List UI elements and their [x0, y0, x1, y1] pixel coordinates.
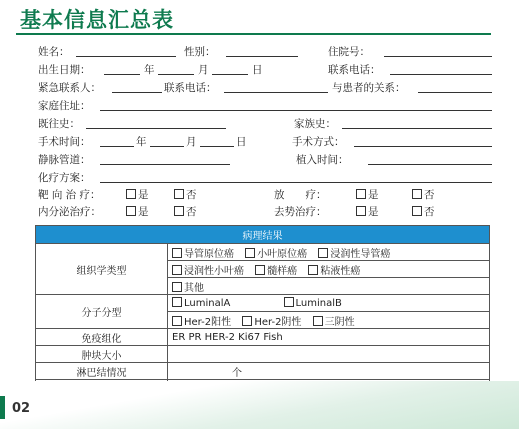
sex-field[interactable] [226, 56, 298, 57]
emergency-contact-field[interactable] [112, 92, 162, 93]
lymph-value[interactable]: 个 [168, 363, 490, 380]
molecular-label: 分子分型 [36, 295, 168, 329]
checkbox-icon[interactable] [284, 297, 294, 307]
venous-access-label: 静脉管道： [38, 154, 91, 166]
address-label: 家庭住址： [38, 100, 91, 112]
birth-label: 出生日期： [38, 64, 91, 76]
checkbox-icon[interactable] [172, 316, 182, 326]
title-divider [16, 33, 491, 35]
checkbox-icon[interactable] [172, 248, 182, 258]
checkbox-icon[interactable] [126, 206, 136, 216]
tumor-size-value[interactable] [168, 346, 490, 363]
birth-year-field[interactable] [104, 74, 140, 75]
surgery-method-field[interactable] [354, 146, 492, 147]
targeted-no-option[interactable]: 否 [174, 187, 197, 202]
pathology-header: 病理结果 [36, 226, 490, 244]
chemo-plan-label: 化疗方案： [38, 172, 91, 184]
contact-phone-label: 联系电话： [328, 64, 381, 76]
histology-options-1 [168, 244, 490, 261]
row-endocrine [38, 204, 498, 220]
past-history-field[interactable] [86, 128, 226, 129]
table-row [36, 363, 490, 380]
checkbox-icon[interactable] [172, 265, 182, 275]
hospital-no-field[interactable] [384, 56, 492, 57]
checkbox-icon[interactable] [356, 206, 366, 216]
checkbox-icon[interactable] [174, 206, 184, 216]
option-mucinous[interactable]: 粘液性癌 [308, 262, 360, 277]
footer-decoration [0, 381, 519, 429]
endocrine-yes-option[interactable]: 是 [126, 204, 149, 219]
row-targeted [38, 187, 498, 203]
checkbox-icon[interactable] [313, 316, 323, 326]
address-field[interactable] [100, 110, 492, 111]
targeted-label: 靶 向 治 疗： [38, 189, 101, 201]
checkbox-icon[interactable] [172, 282, 182, 292]
relation-field[interactable] [418, 92, 492, 93]
venous-access-field[interactable] [100, 164, 230, 165]
emergency-contact-label: 紧急联系人： [38, 82, 101, 94]
implant-time-label: 植入时间： [296, 154, 349, 166]
surgery-time-label: 手术时间： [38, 136, 91, 148]
row-birth [38, 62, 498, 78]
table-row [36, 295, 490, 312]
checkbox-icon[interactable] [412, 189, 422, 199]
row-chemo [38, 170, 498, 186]
page-title: 基本信息汇总表 [20, 8, 174, 32]
contact-phone2-label: 联系电话： [164, 82, 217, 94]
option-luminal-b[interactable]: LuminalB [284, 297, 342, 309]
lymph-label: 淋巴结情况 [36, 363, 168, 380]
row-history [38, 116, 498, 132]
deescalation-yes-option[interactable]: 是 [356, 204, 379, 219]
family-history-field[interactable] [342, 128, 492, 129]
contact-phone-field[interactable] [390, 74, 492, 75]
checkbox-icon[interactable] [356, 189, 366, 199]
row-venous [38, 152, 498, 168]
pathology-table [35, 225, 490, 397]
past-history-label: 既往史： [38, 118, 80, 130]
page-number: 02 [12, 401, 31, 416]
deescalation-no-option[interactable]: 否 [412, 204, 435, 219]
surgery-month-field[interactable] [150, 146, 184, 147]
checkbox-icon[interactable] [318, 248, 328, 258]
radiotherapy-yes-option[interactable]: 是 [356, 187, 379, 202]
row-address [38, 98, 498, 114]
contact-phone2-field[interactable] [224, 92, 328, 93]
checkbox-icon[interactable] [126, 189, 136, 199]
table-row [36, 244, 490, 261]
month-label: 月 [198, 64, 209, 76]
radiotherapy-label: 放 疗： [274, 189, 327, 201]
surgery-year-field[interactable] [100, 146, 134, 147]
option-invasive-lobular[interactable]: 浸润性小叶癌 [172, 262, 244, 277]
option-ductal-in-situ[interactable]: 导管原位癌 [172, 245, 234, 260]
year-label: 年 [144, 64, 155, 76]
surgery-day-field[interactable] [200, 146, 234, 147]
row-surgery [38, 134, 498, 150]
checkbox-icon[interactable] [412, 206, 422, 216]
relation-label: 与患者的关系： [332, 82, 406, 94]
implant-time-field[interactable] [368, 164, 492, 165]
hospital-no-label: 住院号： [328, 46, 370, 58]
checkbox-icon[interactable] [172, 297, 182, 307]
option-luminal-a[interactable]: LuminalA [172, 297, 230, 309]
surgery-month-label: 月 [186, 136, 197, 148]
page-number-bar [0, 396, 5, 419]
histology-label: 组织学类型 [36, 244, 168, 295]
checkbox-icon[interactable] [174, 189, 184, 199]
checkbox-icon[interactable] [308, 265, 318, 275]
row-emergency [38, 80, 498, 96]
molecular-options-1 [168, 295, 490, 312]
targeted-yes-option[interactable]: 是 [126, 187, 149, 202]
birth-month-field[interactable] [158, 74, 194, 75]
surgery-day-label: 日 [236, 136, 247, 148]
option-medullary[interactable]: 髓样癌 [255, 262, 297, 277]
option-invasive-ductal[interactable]: 浸润性导管癌 [318, 245, 390, 260]
table-row [36, 346, 490, 363]
checkbox-icon[interactable] [245, 248, 255, 258]
ihc-label: 免疫组化 [36, 329, 168, 346]
option-other[interactable]: 其他 [172, 279, 204, 294]
histology-options-3 [168, 278, 490, 295]
endocrine-label: 内分泌治疗： [38, 206, 101, 218]
sex-label: 性别： [184, 46, 216, 58]
name-field[interactable] [76, 56, 176, 57]
option-her2-positive[interactable]: Her-2阳性 [172, 313, 231, 328]
checkbox-icon[interactable] [255, 265, 265, 275]
radiotherapy-no-option[interactable]: 否 [412, 187, 435, 202]
day-label: 日 [252, 64, 263, 76]
deescalation-label: 去势治疗： [274, 206, 327, 218]
option-her2-negative[interactable]: Her-2阴性 [242, 313, 301, 328]
molecular-options-2 [168, 312, 490, 329]
family-history-label: 家族史： [294, 118, 336, 130]
endocrine-no-option[interactable]: 否 [174, 204, 197, 219]
histology-options-2 [168, 261, 490, 278]
option-lobular-in-situ[interactable]: 小叶原位癌 [245, 245, 307, 260]
tumor-size-label: 肿块大小 [36, 346, 168, 363]
ihc-value[interactable]: ER PR HER-2 Ki67 Fish [168, 329, 490, 346]
checkbox-icon[interactable] [242, 316, 252, 326]
name-label: 姓名： [38, 46, 70, 58]
surgery-method-label: 手术方式： [292, 136, 345, 148]
table-row [36, 329, 490, 346]
surgery-year-label: 年 [136, 136, 147, 148]
chemo-plan-field[interactable] [100, 182, 492, 183]
row-name [38, 44, 498, 60]
birth-day-field[interactable] [212, 74, 248, 75]
option-triple-negative[interactable]: 三阴性 [313, 313, 355, 328]
